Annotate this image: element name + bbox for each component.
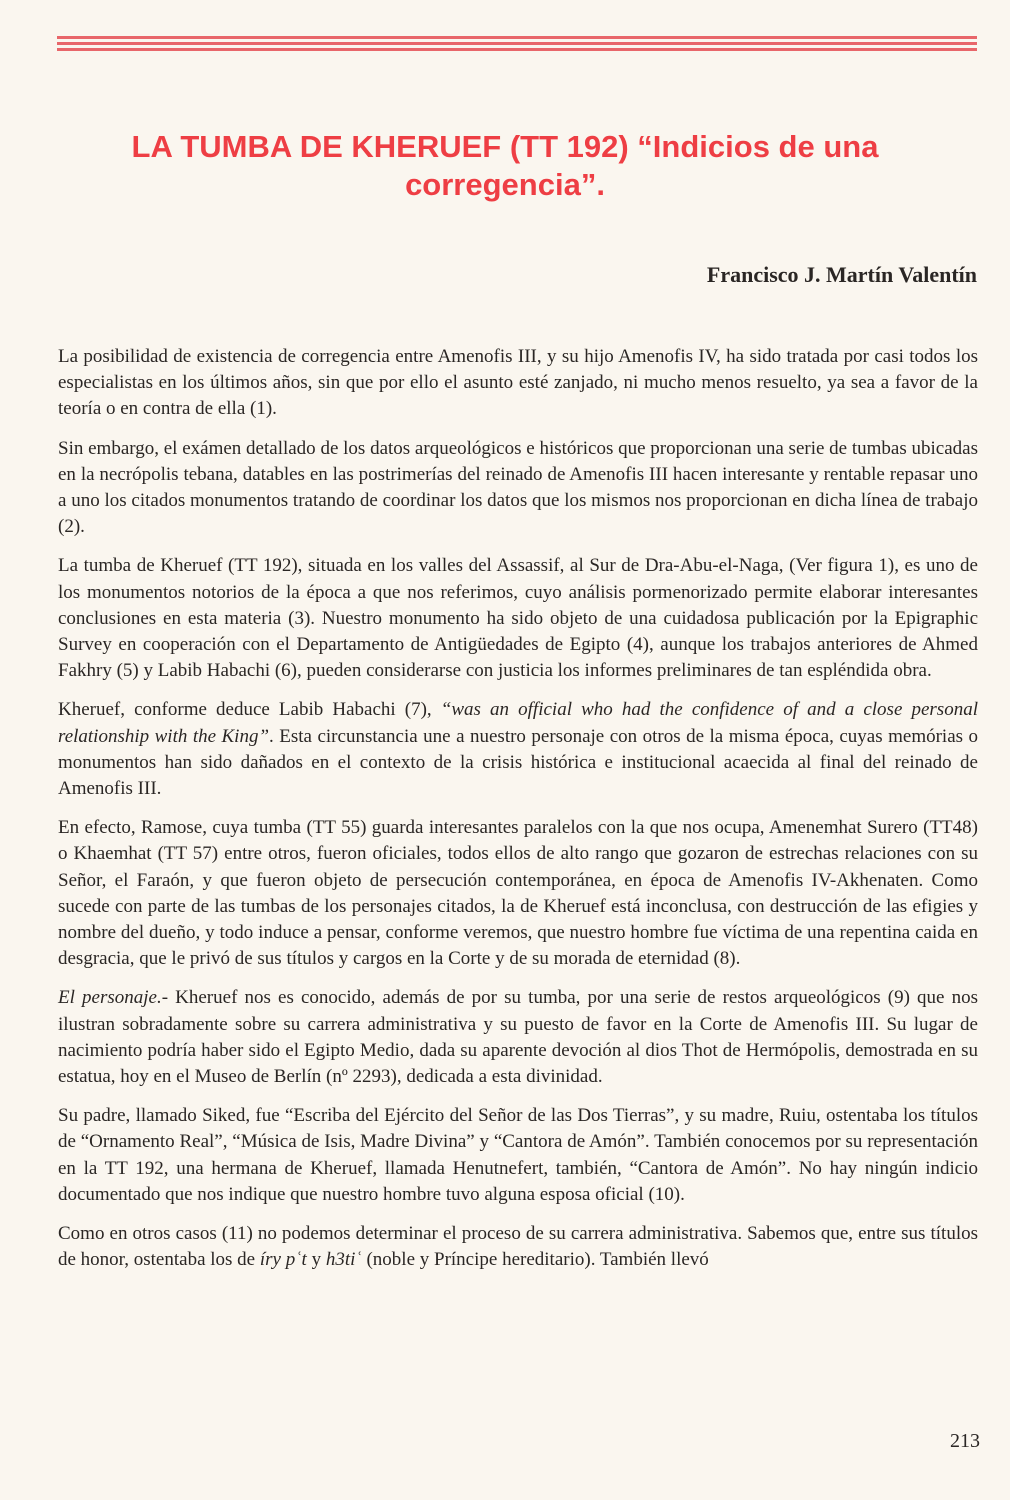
article-title: LA TUMBA DE KHERUEF (TT 192) “Indicios de una corregencia”. (131, 129, 879, 202)
paragraph-text: . Esta circunstancia une a nuestro personaje con otros de la misma época, cuyas memórias o monumentos han sido dañados en el contexto de la crisis histórica e institucional acaecida al final del reinado de Amenofis III. (58, 725, 979, 800)
body-paragraph (58, 697, 978, 802)
italic-text: íry pʿt (259, 1249, 307, 1271)
italic-text: “was an official who had the confidence of and a close personal relationship with the King” (58, 699, 978, 747)
paragraph-text: (noble y Príncipe hereditario). También llevó (361, 1249, 709, 1271)
body-paragraph (58, 344, 978, 423)
italic-text: h3tiʿ (325, 1249, 362, 1271)
author-name: Francisco J. Martín Valentín (706, 262, 977, 287)
paragraph-text: En efecto, Ramose, cuya tumba (TT 55) guarda interesantes paralelos con la que nos ocupa, Amenemhat Surero (TT48) o Khaemhat (TT 57) entre otros, fueron oficiales, todos ellos de alto rango que gozaron de estrechas relaciones con su Señor, el Faraón, y que fueron objeto de persecución contemporánea, en época de Amenofis IV-Akhenaten. Como sucede con parte de las tumbas de los personajes citados, la de Kheruef está inconclusa, con destrucción de las efigies y nombre del dueño, y todo induce a pensar, conforme veremos, que nuestro hombre fue víctima de una repentina caida en desgracia, que le privó de sus títulos y cargos en la Corte y de su morada de eternidad (8). (58, 817, 978, 970)
body-paragraph (58, 1221, 978, 1273)
paragraph-text: Kheruef, conforme deduce Labib Habachi (7), (58, 699, 441, 721)
body-paragraph (58, 1103, 978, 1208)
paragraph-text: - Kheruef nos es conocido, además de por su tumba, por una serie de restos arqueológicos (9) que nos ilustran sobradamente sobre su carrera administrativa y su puesto de favor en la Corte de Amenofis III. Su lugar de nacimiento podría haber sido el Egipto Medio, dada su aparente devoción al dios Thot de Hermópolis, demostrada en su estatua, hoy en el Museo de Berlín (nº 2293), dedicada a esta divinidad. (58, 987, 978, 1088)
header-rule (57, 36, 977, 54)
body-paragraph (58, 985, 978, 1090)
body-paragraph (58, 815, 978, 972)
body-paragraph (58, 436, 978, 541)
paragraph-text: y (306, 1249, 326, 1271)
italic-text: El personaje. (58, 987, 162, 1009)
body-paragraph (58, 553, 978, 684)
paragraph-text: Sin embargo, el exámen detallado de los datos arqueológicos e históricos que proporcionan una serie de tumbas ubicadas en la necrópolis tebana, datables en las postrimerías del reinado de Amenofis III hacen interesante y rentable repasar uno a uno los citados monumentos tratando de coordinar los datos que los mismos nos proporcionan en dicha línea de trabajo (2). (58, 437, 978, 538)
paragraph-text: La posibilidad de existencia de corregencia entre Amenofis III, y su hijo Amenofis IV, ha sido tratada por casi todos los especialistas en los últimos años, sin que por ello el asunto esté zanjado, ni mucho menos resuelto, ya sea a favor de la teoría o en contra de ella (1). (58, 346, 978, 420)
header-rule-line (57, 42, 977, 45)
header-rule-line (57, 48, 977, 51)
page-number: 213 (950, 1430, 980, 1452)
paragraph-text: La tumba de Kheruef (TT 192), situada en los valles del Assassif, al Sur de Dra-Abu-el-Naga, (Ver figura 1), es uno de los monumentos notorios de la época a que nos referimos, cuyo análisis pormenorizado permite elaborar interesantes conclusiones en esta materia (3). Nuestro monumento ha sido objeto de una cuidadosa publicación por la Epigraphic Survey en cooperación con el Departamento de Antigüedades de Egipto (4), aunque los trabajos anteriores de Ahmed Fakhry (5) y Labib Habachi (6), pueden considerarse con justicia los informes preliminares de tan espléndida obra. (58, 555, 978, 682)
article-body (58, 344, 978, 1287)
paragraph-text: Su padre, llamado Siked, fue “Escriba del Ejército del Señor de las Dos Tierras”, y su madre, Ruiu, ostentaba los títulos de “Ornamento Real”, “Música de Isis, Madre Divina” y “Cantora de Amón”. También conocemos por su representación en la TT 192, una hermana de Kheruef, llamada Henutnefert, también, “Cantora de Amón”. No hay ningún indicio documentado que nos indique que nuestro hombre tuvo alguna esposa oficial (10). (58, 1105, 978, 1205)
header-rule-line (57, 36, 977, 39)
paragraph-text: Como en otros casos (11) no podemos determinar el proceso de su carrera administrativa. Sabemos que, entre sus títulos de honor, ostentaba los de (58, 1223, 978, 1271)
